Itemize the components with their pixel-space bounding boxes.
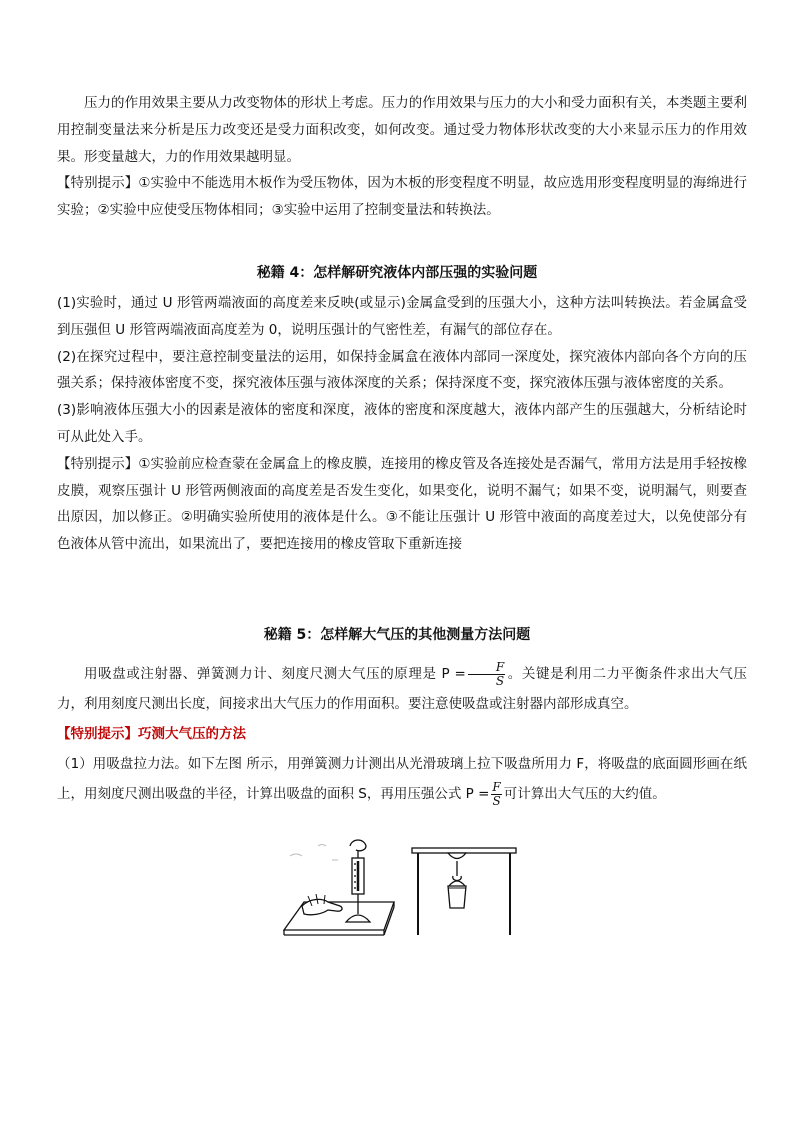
experiment-illustration [282, 836, 522, 936]
formula-numerator-2: F [492, 779, 501, 794]
pressure-tip: 【特别提示】①实验中不能选用木板作为受压物体，因为木板的形变程度不明显，故应选用形变程度明显的海绵进行实验；②实验中应使受压物体相同；③实验中运用了控制变量法和转换法。 [57, 175, 747, 219]
section4-title: 秘籍 4：怎样解研究液体内部压强的实验问题 [256, 265, 538, 281]
formula-numerator: F [468, 661, 505, 675]
pressure-section [57, 90, 747, 224]
section5-intro-text-after: 。关键是利用二力平衡条件求出大气压力，利用刻度尺测出长度，间接求出大气压力的作用面积。要注意使吸盘或注射器内部形成真空。 [57, 666, 747, 712]
pressure-paragraph: 压力的作用效果主要从力改变物体的形状上考虑。压力的作用效果与压力的大小和受力面积有关，本类题主要利用控制变量法来分析是压力改变还是受力面积改变，如何改变。通过受力物体形状改变的大小来显示压力的作用效果。形变量越大，力的作用效果越明显。 [57, 95, 747, 165]
section5-intro [57, 659, 747, 719]
section5-intro-text: 用吸盘或注射器、弹簧测力计、刻度尺测大气压的原理是 P = [84, 666, 466, 682]
section5-method1 [57, 749, 747, 809]
suction-cup-bucket-frame-illustration [412, 848, 516, 935]
section5-tip-label: 【特别提示】巧测大气压的方法 [57, 726, 246, 742]
section4-tip: 【特别提示】①实验前应检查蒙在金属盒上的橡皮膜，连接用的橡皮管及各连接处是否漏气，常用方法是用手轻按橡皮膜，观察压强计 U 形管两侧液面的高度差是否发生变化，如果变化，说明不漏气；如果不变，说明漏气，则要查出原因，加以修正。②明确实验所使用的液体是什么。③不能让压强计 U 形管中液面的高度差过大，以免使部分有色液体从管中流出，如果流出了，要把连接用的橡皮管取下重新连接 [57, 455, 747, 553]
section4-item2: (2)在探究过程中，要注意控制变量法的运用，如保持金属盒在液体内部同一深度处，探究液体内部向各个方向的压强关系；保持液体密度不变，探究液体压强与液体深度的关系；保持深度不变，探究液体压强与液体密度的关系。 [57, 348, 747, 392]
section5-title: 秘籍 5：怎样解大气压的其他测量方法问题 [263, 627, 531, 643]
pressure-formula-2 [491, 781, 501, 808]
section4-body [57, 290, 747, 558]
section5-body [57, 659, 747, 809]
experiment-figure [282, 836, 522, 936]
pressure-formula [468, 661, 505, 688]
section4-item3: (3)影响液体压强大小的因素是液体的密度和深度，液体的密度和深度越大，液体内部产生的压强越大，分析结论时可从此处入手。 [57, 402, 747, 445]
formula-denominator: S [495, 673, 505, 688]
formula-denominator-2: S [492, 793, 501, 808]
section4-item1: (1)实验时，通过 U 形管两端液面的高度差来反映(或显示)金属盒受到的压强大小，这种方法叫转换法。若金属盒受到压强但 U 形管两端液面高度差为 0，说明压强计的气密性差，有漏气的部位存在。 [57, 295, 747, 338]
method1-text-after: 可计算出大气压的大约值。 [503, 786, 666, 802]
method1-text: （1）用吸盘拉力法。如下左图 所示，用弹簧测力计测出从光滑玻璃上拉下吸盘所用力 F，将吸盘的底面圆形画在纸上，用刻度尺测出吸盘的半径，计算出吸盘的面积 S，再用压强公式 P = [57, 756, 747, 802]
suction-cup-spring-scale-illustration [284, 840, 394, 935]
